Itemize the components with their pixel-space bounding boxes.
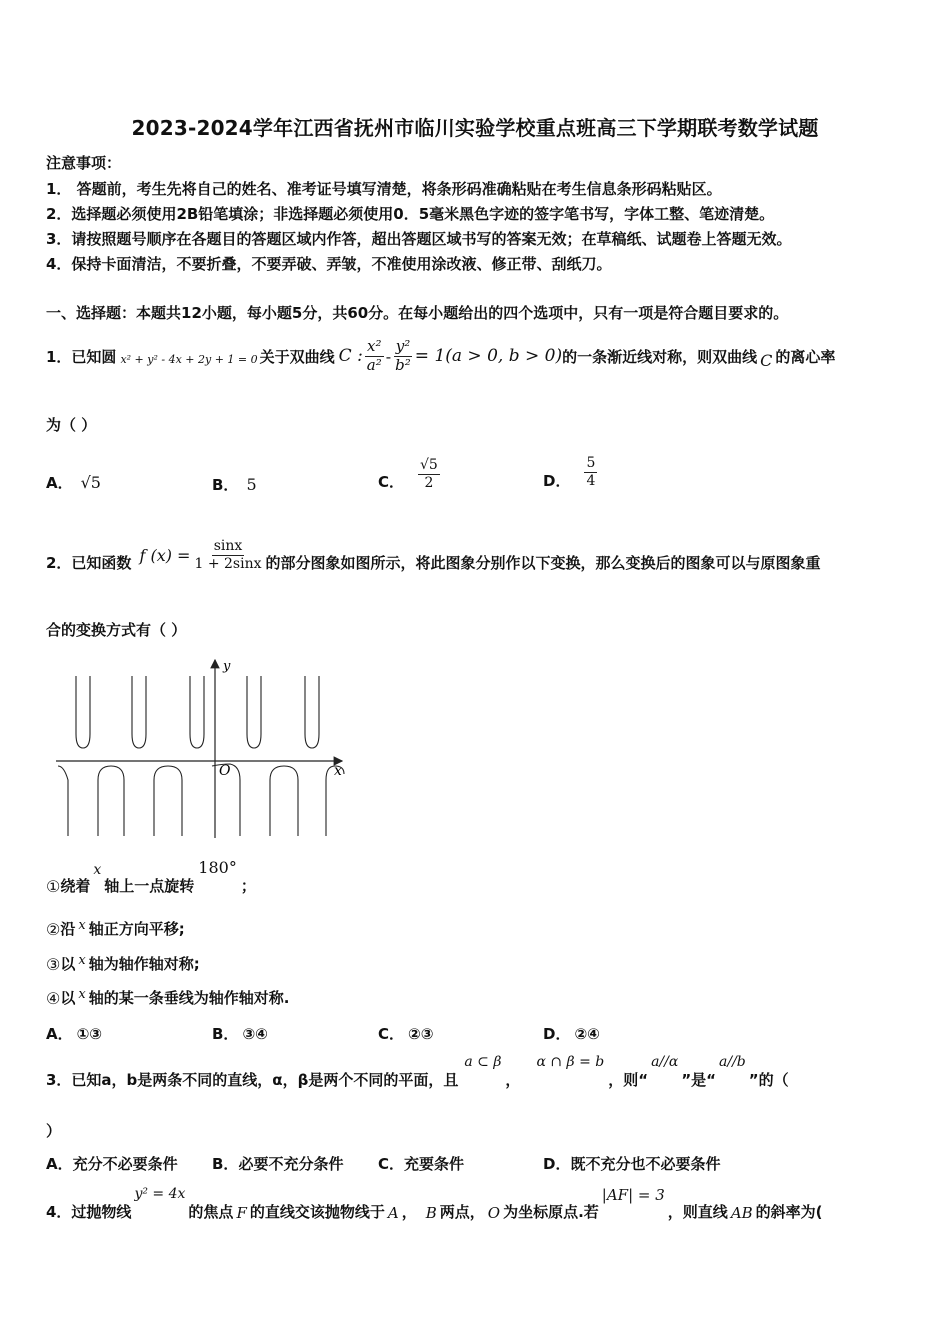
frac-num: 5 xyxy=(586,455,596,472)
q2-option-c[interactable] xyxy=(378,1023,433,1044)
q1-frac-num: x² xyxy=(367,337,382,356)
q1-fraction-y xyxy=(393,338,413,374)
option-value: ②④ xyxy=(574,1025,600,1043)
curve-branch xyxy=(132,676,146,748)
option-label: A． xyxy=(46,1155,73,1173)
q3-option-a[interactable] xyxy=(46,1153,178,1174)
option-label: C． xyxy=(378,1155,405,1173)
q4-text: 两点， xyxy=(439,1203,485,1221)
option-value: 5 xyxy=(246,475,257,494)
q3-expression-2: a//b xyxy=(719,1054,746,1070)
circled-number: ① xyxy=(46,877,61,896)
q3-condition-2: α ∩ β = b xyxy=(536,1054,605,1070)
curve-branch xyxy=(154,766,182,836)
option-label: A． xyxy=(46,1025,73,1043)
q4-text: 的焦点 xyxy=(188,1203,234,1221)
option-label: D． xyxy=(543,1025,571,1043)
q1-fraction-x xyxy=(365,338,384,374)
q1-circle-equation: x² + y² - 4x + 2y + 1 = 0 xyxy=(120,352,258,366)
var-x: x xyxy=(93,862,102,878)
q1-option-c[interactable] xyxy=(378,452,442,496)
frac-den: 1 + 2sinx xyxy=(194,555,262,572)
x-axis-label: x xyxy=(334,763,342,779)
q4-text: 4．过抛物线 xyxy=(46,1203,132,1221)
option-label: C． xyxy=(378,472,405,491)
q4-text: 的直线交该抛物线于 xyxy=(249,1203,385,1221)
question-1 xyxy=(46,328,835,384)
option-value: √5 xyxy=(80,473,101,492)
q2-function-lhs: f (x) = xyxy=(139,545,191,565)
curve-branch xyxy=(98,766,124,836)
q3-text: ，则“ xyxy=(608,1071,649,1089)
q1-frac-den: b² xyxy=(395,355,411,374)
transform-text: 以 xyxy=(60,955,76,973)
option-value: 充要条件 xyxy=(404,1155,465,1173)
option-fraction xyxy=(584,455,597,488)
q3-text: ”是“ xyxy=(681,1071,717,1089)
question-2 xyxy=(46,530,821,580)
q2-transform-1 xyxy=(46,856,256,896)
q2-number: 2．已知函数 xyxy=(46,553,132,572)
q3-expression-1: a//α xyxy=(651,1054,679,1070)
curve-branch xyxy=(58,766,68,836)
q2-text: 的部分图象如图所示，将此图象分别作以下变换，那么变换后的图象可以与原图象重 xyxy=(265,553,821,572)
question-4 xyxy=(46,1186,946,1222)
q4-parabola: y² = 4x xyxy=(134,1186,186,1202)
q1-line2: 为（ ） xyxy=(46,416,97,434)
transform-text: 以 xyxy=(60,989,76,1007)
curve-branch xyxy=(247,676,261,748)
q1-hyperbola-rhs: = 1(a > 0, b > 0) xyxy=(414,346,563,366)
var-x: x xyxy=(78,953,86,968)
option-label: B． xyxy=(212,1155,239,1173)
option-label: B． xyxy=(212,476,239,494)
q1-option-d[interactable] xyxy=(543,450,599,494)
option-value: 既不充分也不必要条件 xyxy=(570,1155,721,1173)
curve-branch xyxy=(76,676,90,748)
circled-number: ② xyxy=(46,920,61,939)
question-3 xyxy=(46,1054,789,1090)
var-x: x xyxy=(78,918,86,933)
q1-var-c: C xyxy=(760,350,773,370)
transform-text: ； xyxy=(240,877,256,895)
option-label: A． xyxy=(46,474,73,492)
notice-item: 3．请按照题号顺序在各题目的答题区域内作答，超出答题区域书写的答案无效；在草稿纸、试题卷上答题无效。 xyxy=(46,230,792,248)
q3-condition-1: a ⊂ β xyxy=(464,1054,502,1070)
q1-option-b[interactable] xyxy=(212,474,257,495)
notice-item: 1． 答题前，考生先将自己的姓名、准考证号填写清楚，将条形码准确粘贴在考生信息条形码粘贴区。 xyxy=(46,180,722,198)
q4-point-b: B xyxy=(425,1204,437,1222)
curve-branch xyxy=(270,766,298,836)
option-fraction xyxy=(418,457,440,490)
frac-den: 2 xyxy=(424,474,434,491)
option-value: ③④ xyxy=(242,1025,268,1043)
y-axis-label: y xyxy=(223,659,231,674)
q4-text: 为坐标原点.若 xyxy=(503,1203,599,1221)
q3-separator: ， xyxy=(505,1071,521,1089)
transform-text: 绕着 xyxy=(60,877,91,895)
q4-point-a: A xyxy=(387,1204,399,1222)
option-value: 充分不必要条件 xyxy=(72,1155,178,1173)
transform-text: 沿 xyxy=(60,920,76,938)
transform-text: 轴上一点旋转 xyxy=(104,877,195,895)
q3-option-c[interactable] xyxy=(378,1153,464,1174)
option-label: D． xyxy=(543,471,571,490)
q2-transform-2 xyxy=(46,918,185,939)
circled-number: ③ xyxy=(46,955,61,974)
var-x: x xyxy=(78,987,86,1002)
transform-text: 轴为轴作轴对称; xyxy=(88,955,200,973)
q1-text: 的离心率 xyxy=(775,347,836,366)
option-value: 必要不充分条件 xyxy=(238,1155,344,1173)
q1-hyperbola-name: C : xyxy=(338,346,363,366)
q2-transform-4 xyxy=(46,987,289,1008)
origin-label: O xyxy=(219,763,231,779)
q2-function-fraction xyxy=(192,538,263,571)
q4-origin: O xyxy=(487,1204,501,1222)
transform-text: 轴正方向平移; xyxy=(88,920,185,938)
q4-point-f: F xyxy=(236,1204,247,1222)
q2-option-d[interactable] xyxy=(543,1023,600,1044)
q1-frac-num: y² xyxy=(395,337,411,356)
option-label: B． xyxy=(212,1025,239,1043)
q3-option-b[interactable] xyxy=(212,1153,343,1174)
q2-function-graph xyxy=(52,654,350,840)
option-label: C． xyxy=(378,1025,405,1043)
curve-branch xyxy=(305,676,319,748)
q2-option-b[interactable] xyxy=(212,1023,268,1044)
q3-line2: ） xyxy=(46,1122,62,1140)
q1-minus: - xyxy=(385,346,392,366)
q1-frac-den: a² xyxy=(366,355,382,374)
option-value: ②③ xyxy=(408,1025,434,1043)
q2-option-a[interactable] xyxy=(46,1023,102,1044)
q1-text: 的一条渐近线对称，则双曲线 xyxy=(562,347,758,366)
frac-num: √5 xyxy=(420,457,438,474)
frac-den: 4 xyxy=(586,472,596,489)
q3-text: 3．已知a，b是两条不同的直线，α，β是两个不同的平面，且 xyxy=(46,1071,459,1089)
q4-af-length: |AF| = 3 xyxy=(601,1186,665,1204)
option-label: D． xyxy=(543,1155,571,1173)
angle-value: 180° xyxy=(198,858,237,877)
q1-text: 关于双曲线 xyxy=(259,347,335,366)
q2-line2: 合的变换方式有（ ） xyxy=(46,621,187,639)
frac-num: sinx xyxy=(213,538,243,555)
section-heading: 一、选择题：本题共12小题，每小题5分，共60分。在每小题给出的四个选项中，只有一项是符合题目要求的。 xyxy=(46,304,789,322)
circled-number: ④ xyxy=(46,989,61,1008)
q4-text: 的斜率为( xyxy=(755,1203,823,1221)
notice-item: 4．保持卡面清洁，不要折叠，不要弄破、弄皱，不准使用涂改液、修正带、刮纸刀。 xyxy=(46,255,612,273)
q4-text: ，则直线 xyxy=(667,1203,728,1221)
option-value: ①③ xyxy=(76,1025,103,1043)
curve-branch xyxy=(190,676,204,748)
q4-line-ab: AB xyxy=(730,1204,753,1222)
q2-transform-3 xyxy=(46,953,200,974)
notice-item: 2．选择题必须使用2B铅笔填涂；非选择题必须使用0．5毫米黑色字迹的签字笔书写，字体工整、笔迹清楚。 xyxy=(46,205,775,223)
q4-separator: ， xyxy=(401,1203,417,1221)
q1-number: 1．已知圆 xyxy=(46,347,117,366)
q3-text: ”的（ xyxy=(748,1071,789,1089)
q1-option-a[interactable] xyxy=(46,472,101,493)
q3-option-d[interactable] xyxy=(543,1153,720,1174)
transform-text: 轴的某一条垂线为轴作轴对称. xyxy=(88,989,290,1007)
page-title: 2023-2024学年江西省抚州市临川实验学校重点班高三下学期联考数学试题 xyxy=(131,116,819,140)
notice-heading: 注意事项： xyxy=(46,154,122,172)
